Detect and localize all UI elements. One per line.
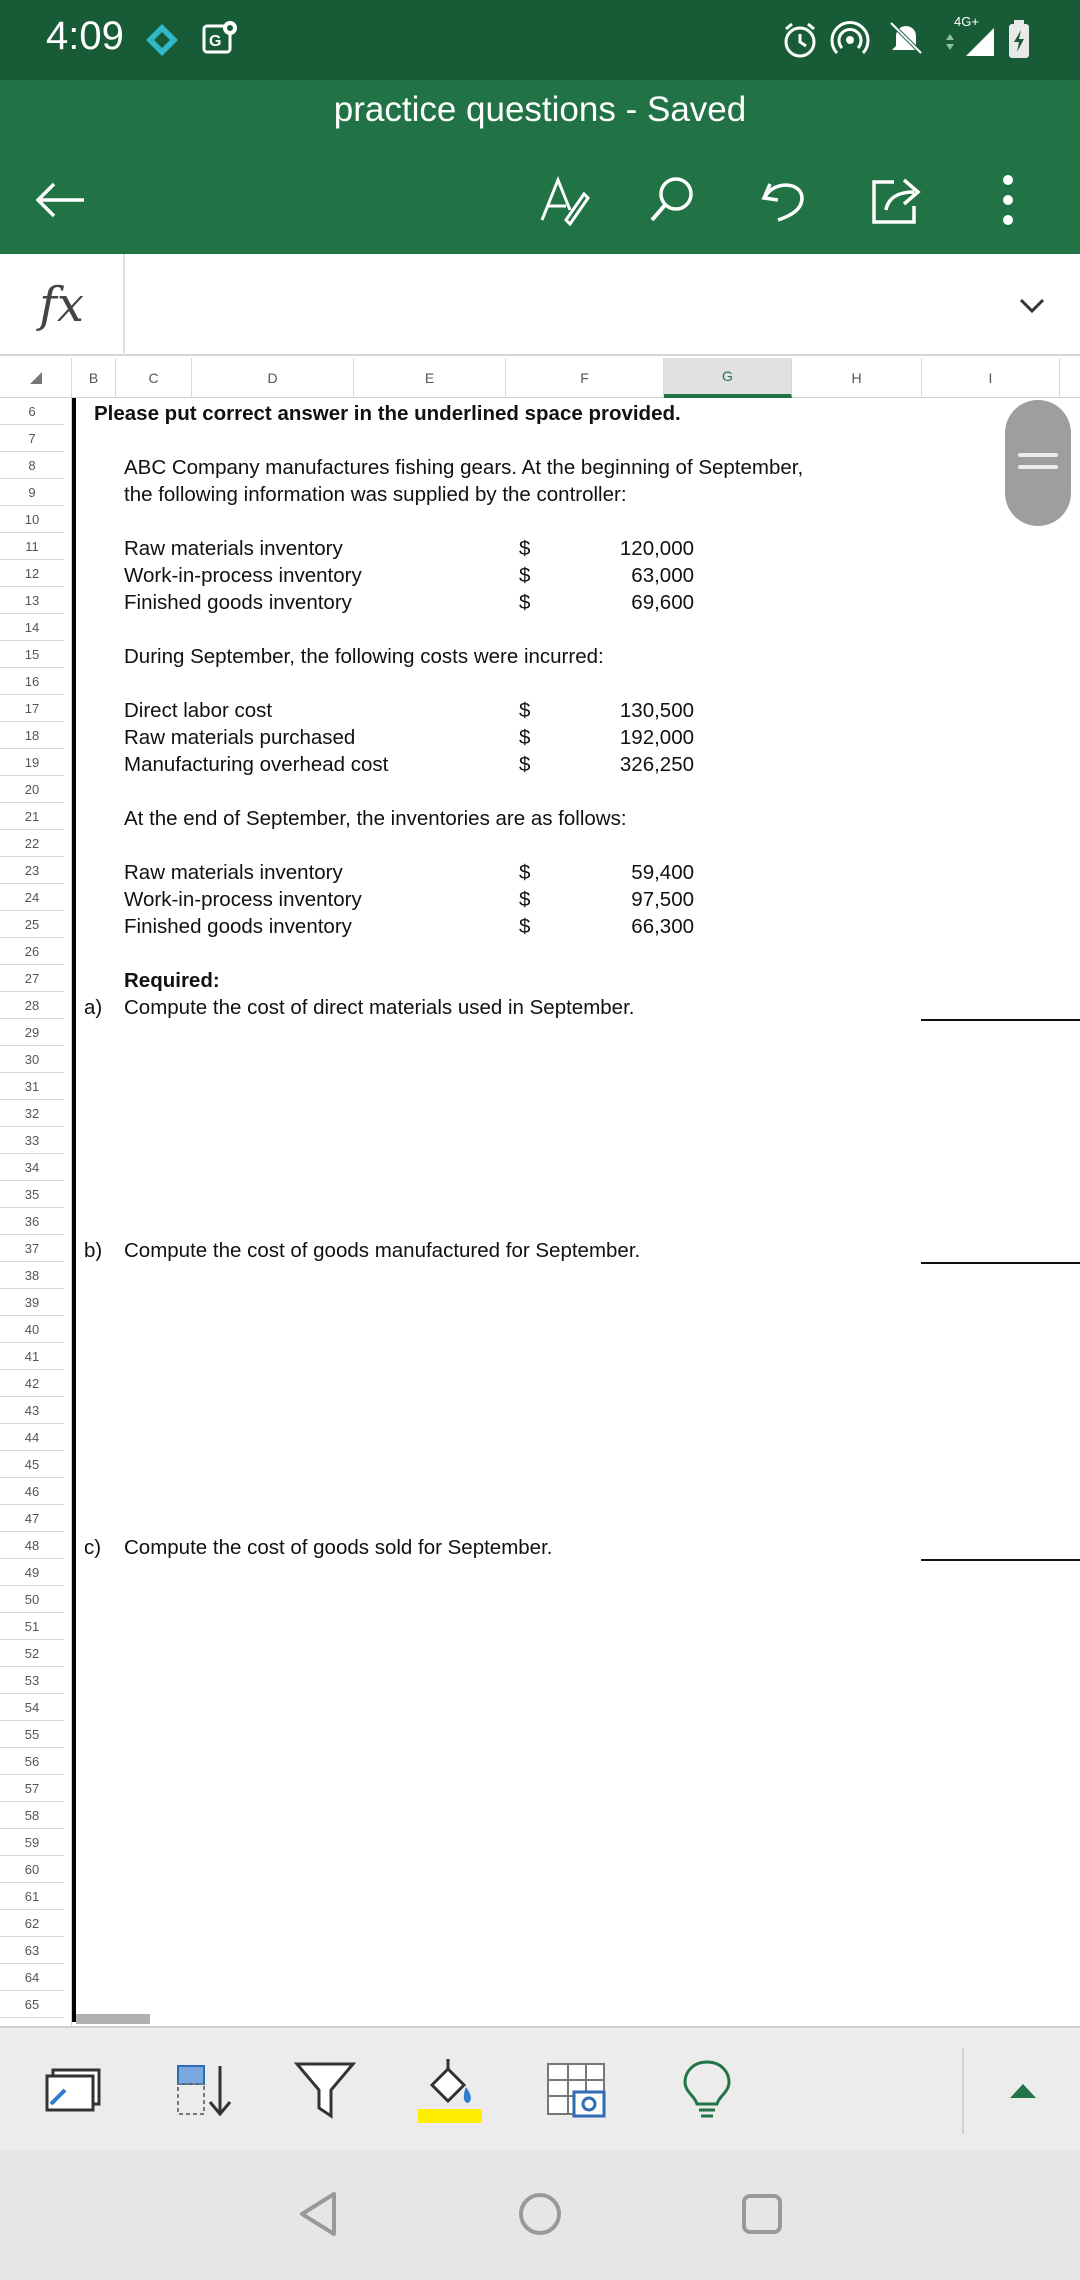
answer-line-c[interactable] — [921, 1559, 1080, 1561]
row-header[interactable]: 14 — [0, 614, 64, 641]
row-header[interactable]: 65 — [0, 1991, 64, 2018]
back-arrow-icon — [32, 180, 88, 220]
row-header[interactable]: 27 — [0, 965, 64, 992]
answer-line-b[interactable] — [921, 1262, 1080, 1264]
row-header[interactable]: 11 — [0, 533, 64, 560]
row-header[interactable]: 53 — [0, 1667, 64, 1694]
column-header-e[interactable]: E — [354, 358, 506, 398]
insert-picture-button[interactable] — [532, 2048, 622, 2132]
nav-recents-button[interactable] — [732, 2184, 792, 2244]
select-all-triangle-icon — [29, 371, 43, 385]
row-header[interactable]: 43 — [0, 1397, 64, 1424]
row-header[interactable]: 57 — [0, 1775, 64, 1802]
beginning-label-2: Finished goods inventory — [124, 591, 352, 614]
row-header[interactable]: 22 — [0, 830, 64, 857]
beginning-currency-1: $ — [519, 564, 531, 587]
row-header[interactable]: 34 — [0, 1154, 64, 1181]
expand-formula-button[interactable] — [1004, 278, 1060, 334]
cost-amount-0: 130,500 — [619, 699, 694, 722]
ending-amount-1: 97,500 — [631, 888, 694, 911]
column-header-f[interactable]: F — [506, 358, 664, 398]
row-header[interactable]: 36 — [0, 1208, 64, 1235]
cost-currency-2: $ — [519, 753, 531, 776]
row-header[interactable]: 15 — [0, 641, 64, 668]
document-title: practice questions - Saved — [333, 90, 747, 129]
nav-home-button[interactable] — [510, 2184, 570, 2244]
column-header-g[interactable]: G — [664, 358, 792, 398]
intro-line-2: the following information was supplied by the controller: — [124, 483, 627, 506]
ending-amount-0: 59,400 — [631, 861, 694, 884]
row-header[interactable]: 61 — [0, 1883, 64, 1910]
beginning-amount-2: 69,600 — [631, 591, 694, 614]
ending-label-1: Work-in-process inventory — [124, 888, 362, 911]
row-header[interactable]: 20 — [0, 776, 64, 803]
cost-amount-1: 192,000 — [619, 726, 694, 749]
nav-home-icon — [516, 2190, 564, 2238]
row-header[interactable]: 12 — [0, 560, 64, 587]
row-header[interactable]: 58 — [0, 1802, 64, 1829]
svg-text:4G+: 4G+ — [954, 14, 979, 29]
row-header[interactable]: 49 — [0, 1559, 64, 1586]
row-header[interactable]: 42 — [0, 1370, 64, 1397]
battery-icon — [1004, 18, 1034, 67]
question-text-c: Compute the cost of goods sold for September. — [124, 1536, 553, 1559]
diamond-icon — [142, 20, 182, 65]
alarm-icon — [780, 20, 820, 65]
hotspot-icon — [830, 20, 870, 65]
row-header[interactable]: 44 — [0, 1424, 64, 1451]
row-header[interactable]: 56 — [0, 1748, 64, 1775]
horizontal-scroll-thumb[interactable] — [76, 2014, 150, 2024]
beginning-label-1: Work-in-process inventory — [124, 564, 362, 587]
row-header[interactable]: 8 — [0, 452, 64, 479]
status-time: 4:09 — [46, 14, 124, 58]
search-icon — [644, 172, 700, 228]
maps-icon — [200, 18, 240, 63]
row-header[interactable]: 19 — [0, 749, 64, 776]
row-header[interactable]: 18 — [0, 722, 64, 749]
beginning-currency-0: $ — [519, 537, 531, 560]
row-header[interactable]: 16 — [0, 668, 64, 695]
system-nav-bar — [0, 2150, 1080, 2280]
ideas-button[interactable] — [662, 2048, 752, 2132]
row-header[interactable]: 50 — [0, 1586, 64, 1613]
ending-currency-1: $ — [519, 888, 531, 911]
row-header[interactable]: 7 — [0, 425, 64, 452]
instruction-text: Please put correct answer in the underlined space provided. — [94, 402, 681, 425]
bottom-toolbar — [0, 2026, 1080, 2150]
nav-back-button[interactable] — [288, 2184, 348, 2244]
row-header[interactable]: 23 — [0, 857, 64, 884]
row-header[interactable]: 59 — [0, 1829, 64, 1856]
row-header[interactable]: 39 — [0, 1289, 64, 1316]
row-header[interactable]: 52 — [0, 1640, 64, 1667]
fx-icon[interactable]: fx — [0, 254, 125, 356]
fill-color-button[interactable] — [406, 2048, 496, 2132]
row-header[interactable]: 38 — [0, 1262, 64, 1289]
worksheet-grid[interactable] — [76, 398, 1080, 2022]
expand-ribbon-button[interactable] — [978, 2048, 1068, 2132]
app-bar — [0, 80, 1080, 254]
worksheet-view-icon — [43, 2060, 107, 2120]
row-header[interactable]: 33 — [0, 1127, 64, 1154]
cost-label-1: Raw materials purchased — [124, 726, 356, 749]
row-header[interactable]: 60 — [0, 1856, 64, 1883]
question-text-b: Compute the cost of goods manufactured for September. — [124, 1239, 641, 1262]
ending-currency-0: $ — [519, 861, 531, 884]
row-header[interactable]: 9 — [0, 479, 64, 506]
more-vertical-icon — [998, 172, 1018, 228]
more-options-button[interactable] — [968, 160, 1048, 240]
format-text-button[interactable] — [524, 160, 604, 240]
insert-picture-icon — [542, 2058, 612, 2122]
column-header-c[interactable]: C — [116, 358, 192, 398]
row-header[interactable]: 13 — [0, 587, 64, 614]
filter-button[interactable] — [280, 2048, 370, 2132]
row-header[interactable]: 25 — [0, 911, 64, 938]
column-header-d[interactable]: D — [192, 358, 354, 398]
row-header[interactable]: 41 — [0, 1343, 64, 1370]
undo-button[interactable] — [744, 160, 824, 240]
share-icon — [868, 172, 924, 228]
undo-icon — [756, 172, 812, 228]
nav-recents-icon — [738, 2190, 786, 2238]
row-header[interactable]: 29 — [0, 1019, 64, 1046]
toolbar-divider — [962, 2048, 964, 2134]
row-headers — [0, 398, 72, 2026]
row-header[interactable]: 26 — [0, 938, 64, 965]
cost-currency-0: $ — [519, 699, 531, 722]
row-header[interactable]: 10 — [0, 506, 64, 533]
status-bar — [0, 0, 1080, 80]
text-format-pen-icon — [536, 172, 592, 228]
row-header[interactable]: 35 — [0, 1181, 64, 1208]
beginning-amount-1: 63,000 — [631, 564, 694, 587]
beginning-amount-0: 120,000 — [619, 537, 694, 560]
column-headers — [0, 358, 1080, 398]
row-header[interactable]: 30 — [0, 1046, 64, 1073]
ending-label-2: Finished goods inventory — [124, 915, 352, 938]
cost-label-2: Manufacturing overhead cost — [124, 753, 389, 776]
row-header[interactable]: 32 — [0, 1100, 64, 1127]
row-header[interactable]: 46 — [0, 1478, 64, 1505]
row-header[interactable]: 24 — [0, 884, 64, 911]
row-header[interactable]: 54 — [0, 1694, 64, 1721]
row-header[interactable]: 28 — [0, 992, 64, 1019]
row-header[interactable]: 47 — [0, 1505, 64, 1532]
column-header-i[interactable]: I — [922, 358, 1060, 398]
sort-icon — [170, 2058, 240, 2122]
share-button[interactable] — [856, 160, 936, 240]
row-header[interactable]: 21 — [0, 803, 64, 830]
row-header[interactable]: 64 — [0, 1964, 64, 1991]
sort-button[interactable] — [160, 2048, 250, 2132]
row-header[interactable]: 17 — [0, 695, 64, 722]
lightbulb-icon — [679, 2058, 735, 2122]
ending-label-0: Raw materials inventory — [124, 861, 343, 884]
row-header[interactable]: 62 — [0, 1910, 64, 1937]
ending-amount-2: 66,300 — [631, 915, 694, 938]
paint-bucket-icon — [416, 2055, 486, 2125]
question-letter-c: c) — [84, 1536, 102, 1559]
cost-amount-2: 326,250 — [619, 753, 694, 776]
required-label: Required: — [124, 969, 220, 992]
question-text-a: Compute the cost of direct materials used in September. — [124, 996, 635, 1019]
column-header-b[interactable]: B — [72, 358, 116, 398]
row-header[interactable]: 6 — [0, 398, 64, 425]
row-header[interactable]: 55 — [0, 1721, 64, 1748]
ending-heading: At the end of September, the inventories are as follows: — [124, 807, 627, 830]
row-header[interactable]: 48 — [0, 1532, 64, 1559]
answer-line-a[interactable] — [921, 1019, 1080, 1021]
row-header[interactable]: 45 — [0, 1451, 64, 1478]
triangle-up-icon — [1008, 2080, 1038, 2100]
filter-icon — [293, 2058, 357, 2122]
select-all-corner[interactable] — [0, 358, 72, 398]
search-button[interactable] — [632, 160, 712, 240]
select-view-button[interactable] — [30, 2048, 120, 2132]
beginning-label-0: Raw materials inventory — [124, 537, 343, 560]
beginning-currency-2: $ — [519, 591, 531, 614]
vertical-scroll-thumb[interactable] — [1005, 400, 1071, 526]
signal-icon — [940, 14, 1000, 65]
notifications-off-icon — [886, 18, 926, 63]
question-letter-a: a) — [84, 996, 103, 1019]
row-header[interactable]: 51 — [0, 1613, 64, 1640]
column-header-h[interactable]: H — [792, 358, 922, 398]
nav-back-icon — [296, 2190, 340, 2238]
row-header[interactable]: 40 — [0, 1316, 64, 1343]
back-button[interactable] — [20, 160, 100, 240]
cost-label-0: Direct labor cost — [124, 699, 273, 722]
svg-text:G: G — [209, 33, 222, 50]
row-header[interactable]: 37 — [0, 1235, 64, 1262]
chevron-down-icon — [1018, 296, 1046, 316]
ending-currency-2: $ — [519, 915, 531, 938]
question-letter-b: b) — [84, 1239, 103, 1262]
row-header[interactable]: 31 — [0, 1073, 64, 1100]
row-header[interactable]: 63 — [0, 1937, 64, 1964]
intro-line-1: ABC Company manufactures fishing gears. At the beginning of September, — [124, 456, 804, 479]
formula-bar — [0, 254, 1080, 356]
cost-currency-1: $ — [519, 726, 531, 749]
costs-heading: During September, the following costs were incurred: — [124, 645, 604, 668]
